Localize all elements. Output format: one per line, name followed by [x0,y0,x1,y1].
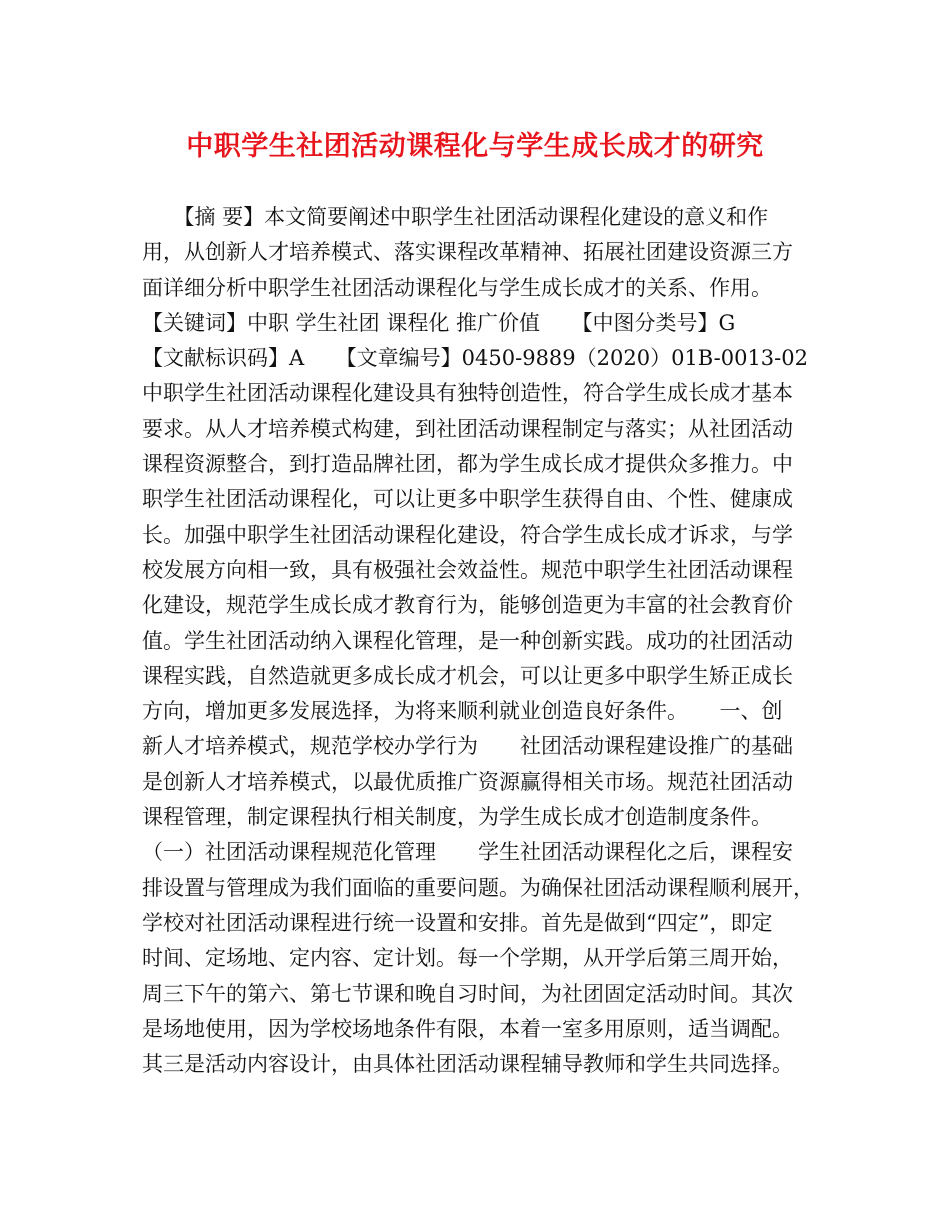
body-line: 时间、定场地、定内容、定计划。每一个学期，从开学后第三周开始， [142,946,793,971]
body-line: 课程资源整合，到打造品牌社团，都为学生成长成才提供众多推力。中 [142,452,793,477]
body-line: 【摘 要】本文简要阐述中职学生社团活动课程化建设的意义和作 [142,205,769,229]
body-line: 【关键词】中职 学生社团 课程化 推广价值 【中图分类号】G [142,310,736,335]
body-line: 校发展方向相一致，具有极强社会效益性。规范中职学生社团活动课程 [142,557,793,582]
body-line: 是场地使用，因为学校场地条件有限，本着一室多用原则，适当调配。 [142,1016,793,1041]
body-line: 值。学生社团活动纳入课程化管理，是一种创新实践。成功的社团活动 [142,628,793,653]
body-line: 化建设，规范学生成长成才教育行为，能够创造更为丰富的社会教育价 [142,593,793,618]
body-line: 面详细分析中职学生社团活动课程化与学生成长成才的关系、作用。 [142,275,772,300]
body-line: （一）社团活动课程规范化管理 学生社团活动课程化之后，课程安 [142,840,793,865]
body-line: 是创新人才培养模式，以最优质推广资源赢得相关市场。规范社团活动 [142,769,793,794]
body-line: 周三下午的第六、第七节课和晚自习时间，为社团固定活动时间。其次 [142,981,793,1006]
body-line: 职学生社团活动课程化，可以让更多中职学生获得自由、个性、健康成 [142,487,793,512]
body-line: 课程管理，制定课程执行相关制度，为学生成长成才创造制度条件。 [142,805,772,830]
body-line: 课程实践，自然造就更多成长成才机会，可以让更多中职学生矫正成长 [142,663,793,688]
body-line: 学校对社团活动课程进行统一设置和安排。首先是做到“四定”，即定 [142,910,773,935]
body-line: 要求。从人才培养模式构建，到社团活动课程制定与落实；从社团活动 [142,416,793,441]
body-line: 新人才培养模式，规范学校办学行为 社团活动课程建设推广的基础 [142,734,793,759]
document-body [142,200,822,1082]
body-line: 长。加强中职学生社团活动课程化建设，符合学生成长成才诉求，与学 [142,522,793,547]
body-line: 中职学生社团活动课程化建设具有独特创造性，符合学生成长成才基本 [142,381,793,406]
document-title: 中职学生社团活动课程化与学生成长成才的研究 [186,131,764,162]
body-line: 其三是活动内容设计，由具体社团活动课程辅导教师和学生共同选择。 [142,1052,793,1077]
body-line: 【文献标识码】A 【文章编号】0450-9889（2020）01B-0013-02 [142,346,808,371]
body-line: 方向，增加更多发展选择，为将来顺利就业创造良好条件。 一、创 [142,699,783,724]
body-line: 排设置与管理成为我们面临的重要问题。为确保社团活动课程顺利展开， [142,875,814,900]
body-line: 用，从创新人才培养模式、落实课程改革精神、拓展社团建设资源三方 [142,240,793,265]
